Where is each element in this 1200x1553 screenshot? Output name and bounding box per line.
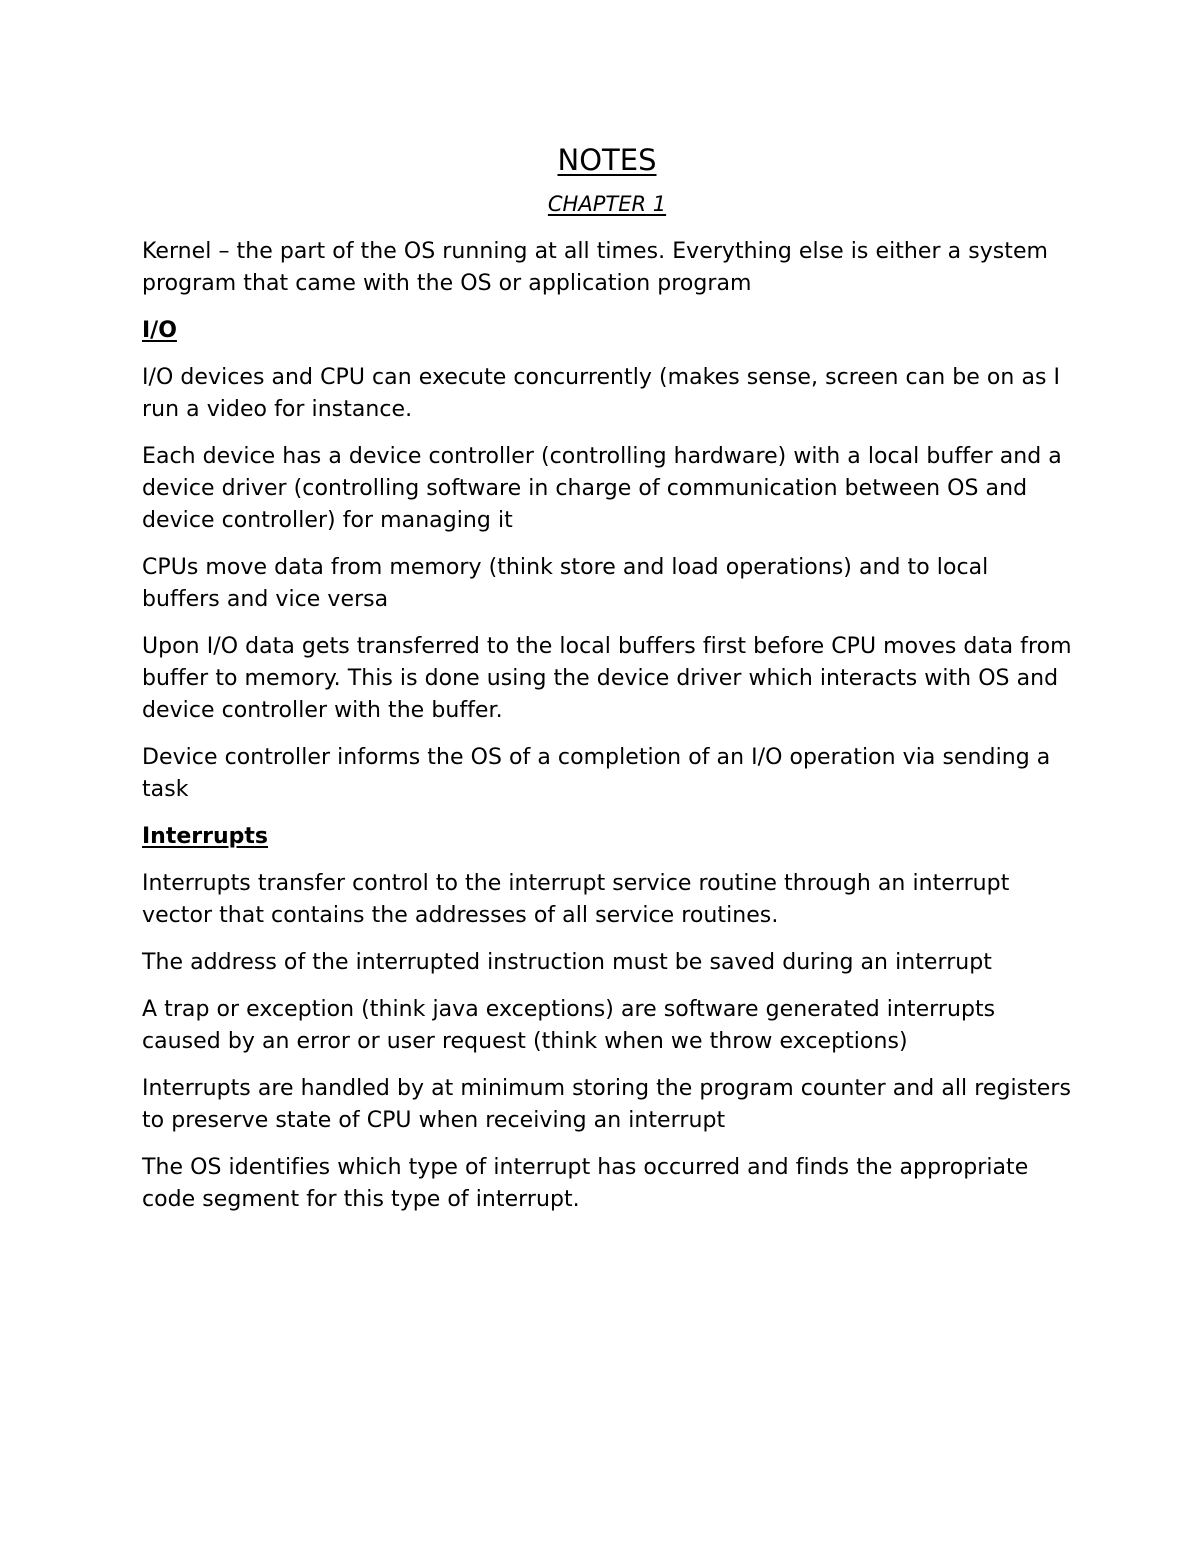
interrupts-paragraph-3: A trap or exception (think java exceptions) are software generated interrupts caused by an error or user request (think when we throw exceptions) — [142, 997, 996, 1054]
io-paragraph-4: Upon I/O data gets transferred to the local buffers first before CPU moves data from buffer to memory. This is done using the device driver which interacts with OS and device controller with the buffer. — [142, 634, 1072, 723]
interrupts-paragraph-4: Interrupts are handled by at minimum storing the program counter and all registers to preserve state of CPU when receiving an interrupt — [142, 1076, 1072, 1133]
intro-paragraph: Kernel – the part of the OS running at all times. Everything else is either a system program that came with the OS or application program — [142, 239, 1049, 296]
io-paragraph-3: CPUs move data from memory (think store and load operations) and to local buffers and vice versa — [142, 555, 989, 612]
document-title: NOTES — [557, 143, 657, 177]
document-page — [142, 140, 1072, 1231]
io-paragraph-5: Device controller informs the OS of a completion of an I/O operation via sending a task — [142, 745, 1051, 802]
io-paragraph-1: I/O devices and CPU can execute concurrently (makes sense, screen can be on as I run a video for instance. — [142, 365, 1061, 422]
chapter-heading: CHAPTER 1 — [547, 192, 667, 216]
interrupts-paragraph-2: The address of the interrupted instruction must be saved during an interrupt — [142, 950, 992, 975]
io-paragraph-2: Each device has a device controller (controlling hardware) with a local buffer and a device driver (controlling software in charge of communication between OS and device controller) for managing it — [142, 444, 1062, 533]
interrupts-paragraph-1: Interrupts transfer control to the interrupt service routine through an interrupt vector that contains the addresses of all service routines. — [142, 871, 1010, 928]
io-section-heading: I/O — [142, 318, 177, 343]
interrupts-section-heading: Interrupts — [142, 824, 269, 849]
interrupts-paragraph-5: The OS identifies which type of interrupt has occurred and finds the appropriate code segment for this type of interrupt. — [142, 1155, 1029, 1212]
